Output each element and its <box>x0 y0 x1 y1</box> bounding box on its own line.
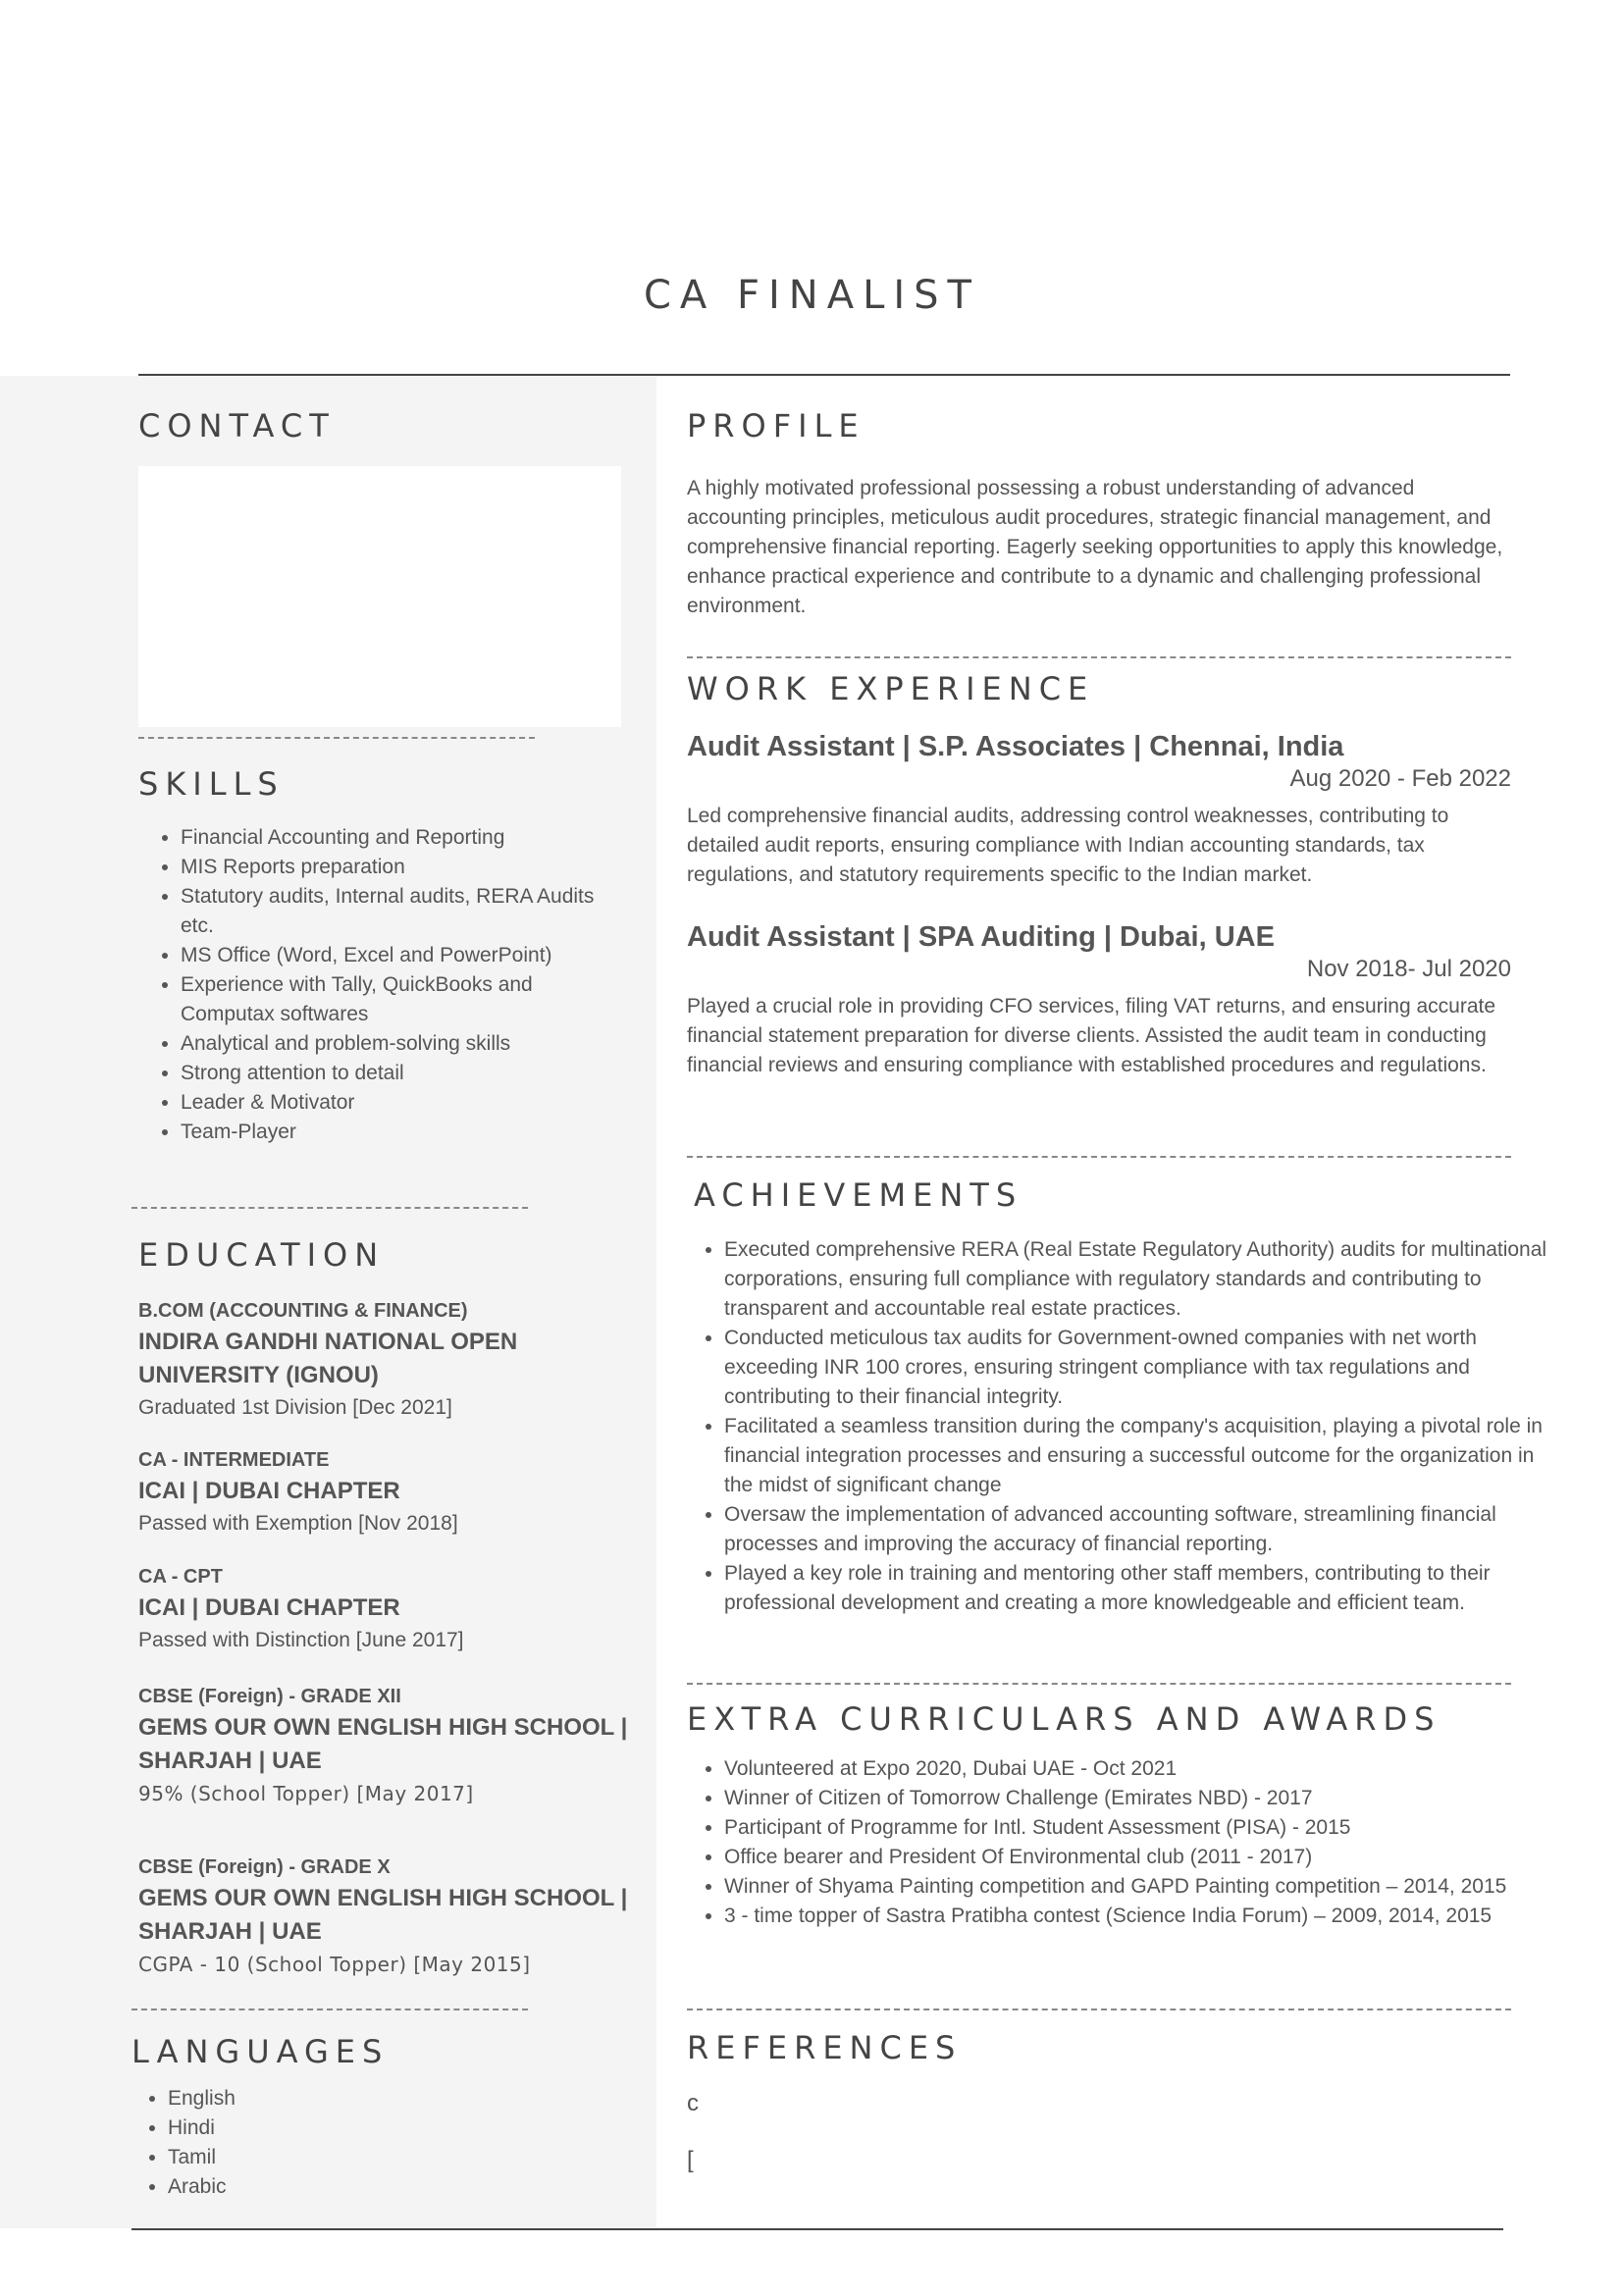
education-note: 95% (School Topper) [May 2017] <box>138 1782 474 1805</box>
section-divider <box>687 1156 1511 1158</box>
achievements-list <box>682 1235 1553 1618</box>
education-degree: CA - CPT <box>138 1566 223 1588</box>
extra-item: • Participant of Programme for Intl. Student Assessment (PISA) - 2015 <box>724 1813 1553 1843</box>
achievement-item: • Played a key role in training and mentoring other staff members, contributing to their professional development and creating a more knowledgeable and efficient team. <box>724 1559 1553 1618</box>
education-institution: GEMS OUR OWN ENGLISH HIGH SCHOOL | SHARJAH | UAE <box>138 1714 628 1774</box>
education-institution: INDIRA GANDHI NATIONAL OPEN UNIVERSITY (IGNOU) <box>138 1329 518 1388</box>
skill-item: • Strong attention to detail <box>181 1059 622 1088</box>
section-divider <box>131 1207 528 1209</box>
extra-curriculars-list <box>682 1754 1553 1931</box>
language-item: • Tamil <box>168 2143 462 2172</box>
education-entry <box>138 1298 629 1424</box>
section-divider <box>138 737 535 739</box>
skills-title: SKILLS <box>138 765 285 803</box>
education-entry <box>138 1447 629 1539</box>
job-dates: Aug 2020 - Feb 2022 <box>1289 765 1511 792</box>
skills-list <box>138 823 622 1147</box>
section-divider <box>131 2009 528 2010</box>
skill-item: • Leader & Motivator <box>181 1088 622 1118</box>
education-degree: CBSE (Foreign) - GRADE X <box>138 1856 391 1878</box>
education-entry <box>138 1684 629 1809</box>
extra-curriculars-title: EXTRA CURRICULARS AND AWARDS <box>687 1700 1441 1738</box>
references-title: REFERENCES <box>687 2029 963 2066</box>
contact-photo-placeholder <box>138 466 621 727</box>
achievement-item: • Oversaw the implementation of advanced accounting software, streamlining financial processes and improving the accuracy of financial reporting. <box>724 1500 1553 1559</box>
skill-item: • MS Office (Word, Excel and PowerPoint) <box>181 941 622 970</box>
section-divider <box>687 2009 1511 2010</box>
education-entry <box>138 1564 629 1656</box>
contact-title: CONTACT <box>138 407 336 444</box>
achievements-title: ACHIEVEMENTS <box>694 1176 1023 1214</box>
skill-item: • Experience with Tally, QuickBooks and Computax softwares <box>181 970 622 1029</box>
footer-divider <box>131 2228 1503 2230</box>
profile-text: A highly motivated professional possessing a robust understanding of advanced accounting principles, meticulous audit procedures, strategic financial management, and comprehensive financial reporting. Eagerly seeking opportunities to apply this knowledge, enhance practical experience and contribute to a dynamic and challenging professional environment. <box>687 477 1503 617</box>
language-item: • Arabic <box>168 2172 462 2202</box>
skill-item: • MIS Reports preparation <box>181 853 622 882</box>
skill-item: • Financial Accounting and Reporting <box>181 823 622 853</box>
skill-item: • Statutory audits, Internal audits, RERA Audits etc. <box>181 882 622 941</box>
job-title: Audit Assistant | SPA Auditing | Dubai, UAE <box>687 921 1275 953</box>
education-note: Passed with Exemption [Nov 2018] <box>138 1512 458 1535</box>
achievement-item: • Facilitated a seamless transition during the company's acquisition, playing a pivotal role in financial integration processes and ensuring a successful outcome for the organization in the midst of significant change <box>724 1412 1553 1500</box>
skill-item: • Team-Player <box>181 1118 622 1147</box>
job-entry <box>687 919 1511 1080</box>
job-dates: Nov 2018- Jul 2020 <box>1306 956 1511 982</box>
job-description: Led comprehensive financial audits, addressing control weaknesses, contributing to detailed audit reports, ensuring compliance with Indian accounting standards, tax regulations, and statutory requirements specific to the Indian market. <box>687 805 1449 886</box>
education-degree: CA - INTERMEDIATE <box>138 1449 330 1471</box>
job-title: Audit Assistant | S.P. Associates | Chennai, India <box>687 731 1344 762</box>
profile-title: PROFILE <box>687 407 865 444</box>
reference-fragment: [ <box>687 2147 694 2173</box>
languages-list <box>126 2084 462 2202</box>
education-note: CGPA - 10 (School Topper) [May 2015] <box>138 1953 531 1976</box>
achievement-item: • Executed comprehensive RERA (Real Estate Regulatory Authority) audits for multinational corporations, ensuring full compliance with regulatory standards and contributing to transparent and accountable real estate practices. <box>724 1235 1553 1324</box>
extra-item: • Volunteered at Expo 2020, Dubai UAE - Oct 2021 <box>724 1754 1553 1784</box>
education-degree: CBSE (Foreign) - GRADE XII <box>138 1686 401 1707</box>
education-degree: B.COM (ACCOUNTING & FINANCE) <box>138 1300 468 1322</box>
education-institution: ICAI | DUBAI CHAPTER <box>138 1478 400 1504</box>
skill-item: • Analytical and problem-solving skills <box>181 1029 622 1059</box>
extra-item: • Winner of Citizen of Tomorrow Challenge (Emirates NBD) - 2017 <box>724 1784 1553 1813</box>
languages-title: LANGUAGES <box>131 2033 390 2070</box>
extra-item: • Winner of Shyama Painting competition and GAPD Painting competition – 2014, 2015 <box>724 1872 1553 1902</box>
education-institution: ICAI | DUBAI CHAPTER <box>138 1594 400 1621</box>
education-note: Graduated 1st Division [Dec 2021] <box>138 1396 452 1419</box>
job-description: Played a crucial role in providing CFO services, filing VAT returns, and ensuring accurate financial statement preparation for diverse clients. Assisted the audit team in conducting financial reviews and ensuring compliance with established procedures and regulations. <box>687 995 1496 1076</box>
extra-item: • 3 - time topper of Sastra Pratibha contest (Science India Forum) – 2009, 2014, 2015 <box>724 1902 1553 1931</box>
education-entry <box>138 1854 629 1980</box>
extra-item: • Office bearer and President Of Environmental club (2011 - 2017) <box>724 1843 1553 1872</box>
language-item: • Hindi <box>168 2113 462 2143</box>
page-title: CA FINALIST <box>643 273 980 318</box>
achievement-item: • Conducted meticulous tax audits for Government-owned companies with net worth exceeding INR 100 crores, ensuring stringent compliance with tax regulations and contributing to their financial integrity. <box>724 1324 1553 1412</box>
job-entry <box>687 729 1511 890</box>
education-title: EDUCATION <box>138 1236 386 1274</box>
reference-fragment: c <box>687 2090 699 2116</box>
section-divider <box>687 656 1511 658</box>
education-institution: GEMS OUR OWN ENGLISH HIGH SCHOOL | SHARJAH | UAE <box>138 1885 628 1945</box>
language-item: • English <box>168 2084 462 2113</box>
education-note: Passed with Distinction [June 2017] <box>138 1629 464 1651</box>
work-experience-title: WORK EXPERIENCE <box>687 670 1095 707</box>
section-divider <box>687 1683 1511 1685</box>
